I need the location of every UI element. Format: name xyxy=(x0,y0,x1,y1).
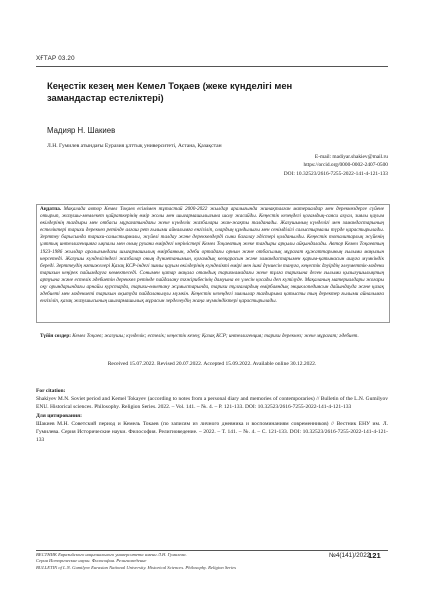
contact-block xyxy=(284,153,388,178)
abstract-label: Аңдатпа. xyxy=(40,206,62,212)
footer-line-3: BULLETIN of L.N. Gumilyov Eurasian National University. Historical Sciences. Philosophy. Religion Series xyxy=(36,564,237,570)
article-doi[interactable]: DOI: 10.32523/2616-7255-2022-141-4-121-133 xyxy=(283,170,388,177)
citation-text-ru: Шакиев М.Н. Советский период и Кемель Токаев (по записям из личного дневника и воспоминаниям современников) // Вестник ЕНУ им. Л. Гумилева. Серия Исторические науки. Философия. Религиоведение. – 2022. – Т. 141. – №. 4. – С. 121-133. DOI: 10.32523/2616-7255-2022-141-4-121-133 xyxy=(36,420,388,444)
author-email[interactable]: E-mail: madiyar.shakiev@mail.ru xyxy=(314,154,388,160)
author-name: Мадияр Н. Шакиев xyxy=(47,126,116,135)
issue-number: №4(141)/2022 xyxy=(329,552,371,559)
abstract xyxy=(40,206,384,305)
citation-heading-ru: Для цитирования: xyxy=(36,412,82,419)
citation-block xyxy=(36,387,388,444)
keywords xyxy=(40,333,384,340)
udc-code: ХҒТАР 03.20 xyxy=(36,55,75,62)
abstract-text: Мақалада автор Кемел Тоқаев есімімен тұтастай 2000-2022 жылдар аралығында жинақталған материалдар мен дереккөздерге сүйене отырып, жазушы-мемлекет қайраткерінің өмір жолы мен шығармашылығына шолу жасайды. Кеңестік кезеңдегі қоғамдық-саяси ахуал, зиялы қауым өкілдерінің тағдыры мен отбасы мұрағатындағы жеке күнделік жазбалары жан-жақты талданады. Жазушының күнделігі мен замандастарының естеліктері тарихи дереккөз ретінде алғаш рет ғылыми айналымға енгізіліп, олардың құндылығы мен сенімділігі салыстырмалы түрде қарастырылады. Зерттеу барысында тарихи-салыстырмалы, жүйелі талдау және дереккөздерді сыни бағалау әдістері қолданылды. Кеңестік тоталитарлық жүйенің ұлттық интеллигенцияға ықпалы мен оның рухани өмірдегі көріністері Кемел Тоқаевтың жеке тағдыры арқылы айқындалады. Автор Кемел Тоқаевтың 1923-1986 жылдар аралығындағы шығармашылық өмірбаянын, әдеби ортадағы орнын және отбасылық мұрағат құжаттарының ғылыми маңызын көрсетеді. Жазушы күнделігіндегі жазбалар оның дүниетанымын, қоғамдық көзқарасын және замандастарымен қарым-қатынасын ашуға мүмкіндік береді. Зерттеудің нәтижелері Қазақ КСР-індегі зиялы қауым өкілдерінің күнделікті өмірі мен ішкі дүниесін тануға, кеңестік дәуірдің әлеуметтік-мәдени тарихын кеңірек пайымдауға көмектеседі. Сонымен қатар мақала отандық тарихнамадағы жеке тұлға тарихына деген ғылыми қызығушылықтың артуына және естелік әдебиетін дереккөз ретінде пайдалану тәжірибесінің дамуына өз үлесін қосады деп күтілуде. Мақаланың материалдары жоғары оқу орындарындағы арнайы курстарда, тарихи-өлкетану жұмыстарында, тарихи тұлғалардың өмірбаяндық энциклопедиясын дайындауда және қазақ әдебиеті мен мәдениеті тарихын оқытуда пайдаланылуы мүмкін. Кеңестік кезеңдегі зиялылар тағдырына қатысты тың деректер ғылыми айналымға енгізіліп, қазақ жазушысының шығармашылық мұрасын зерделеудің жаңа мүмкіндіктері қарастырылады. xyxy=(40,206,384,305)
author-orcid[interactable]: https://orcid.org/0000-0002-2407-0500 xyxy=(303,162,388,169)
header-rule xyxy=(36,66,388,67)
article-title: Кеңестік кезең мен Кемел Тоқаев (жеке күнделігі мен замандастар естеліктері) xyxy=(47,80,293,103)
keywords-text: Кемел Тоқаев; жазушы; күнделік; естелік; кеңестік кезең; Қазақ КСР; интеллигенция; тарихи дереккөз; жеке мұрағат; әдебиет. xyxy=(72,333,359,339)
page-number: 121 xyxy=(368,551,381,560)
keywords-label: Түйін сөздер: xyxy=(40,333,71,339)
footer-rule xyxy=(36,550,388,551)
citation-text-en: Shakiyev M.N. Soviet period and Kemel Tokayev (according to notes from a personal diary and memories of contemporaries) // Bulletin of the L.N. Gumilyov ENU. Historical sciences. Philosophy. Religion Series. 2022. – Vol. 141. – №. 4. – P. 121-133. DOI: 10.32523/2616-7255-2022-141-4-121-133 xyxy=(36,396,388,411)
citation-heading-en: For citation: xyxy=(36,388,66,394)
footer-line-1: ВЕСТНИК Евразийского национального университета имени Л.Н. Гумилева. xyxy=(36,552,187,557)
footer-line-2: Серия Исторические науки. Философия. Религиоведение xyxy=(36,558,147,564)
author-affiliation: Л.Н. Гумилев атындағы Еуразия ұлттық университеті, Астана, Қазақстан xyxy=(47,143,222,149)
publication-dates: Received 15.07.2022. Revised 20.07.2022. Accepted 15.09.2022. Available online 30.12.2022. xyxy=(107,361,317,367)
journal-footer xyxy=(36,552,276,571)
